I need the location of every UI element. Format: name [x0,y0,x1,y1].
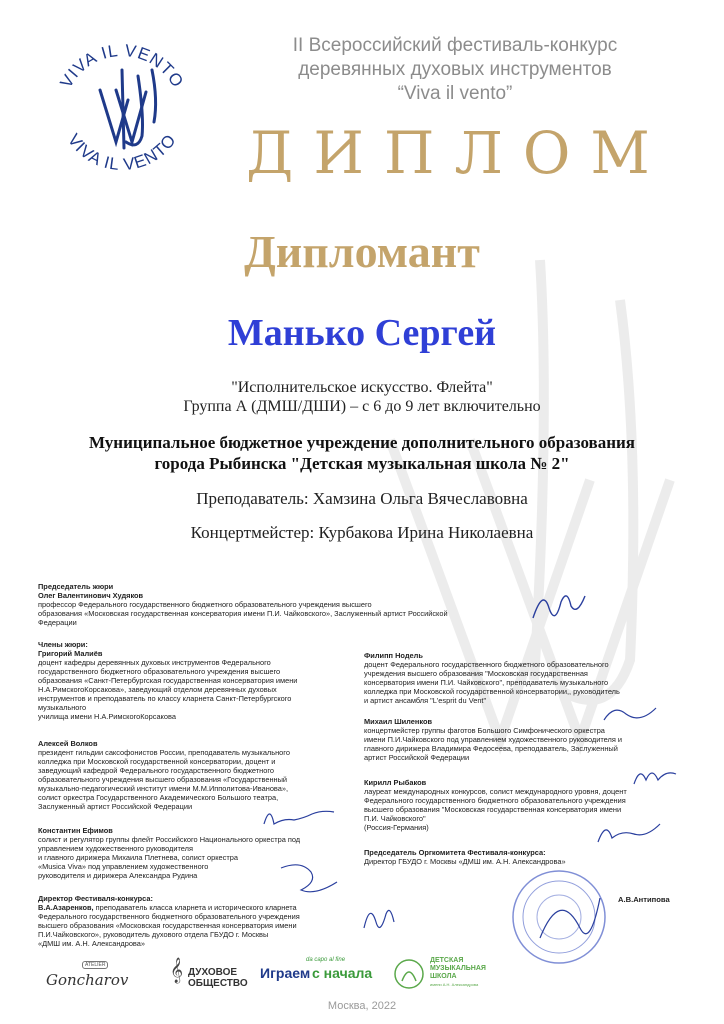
jury-member-desc: и артист ансамбля "L'esprit du Vent" [364,696,487,705]
nomination-block [0,378,724,416]
play-from-start-accent: с начала [312,965,373,981]
jury-member-desc: музыкально-педагогический институт имени М.М.Ипполитова-Иванова», [38,784,289,793]
official-stamp [510,868,608,966]
jury-chair-name: Олег Валентинович Худяков [38,591,144,600]
teacher: Преподаватель: Хамзина Ольга Вячеславовна [196,489,528,508]
director-name: В.А.Азаренков, [38,903,94,912]
jury-member-desc: образовательного учреждения высшего образования «Государственный [38,775,288,784]
participant-name: Манько Сергей [227,312,497,354]
jury-member-name: Григорий Малиёв [38,649,103,658]
brass-society-line-2: ОБЩЕСТВО [188,978,248,989]
signature-efimov [275,858,345,898]
festival-line-2: деревянных духовых инструментов [298,59,612,80]
signature-volkov [260,800,340,830]
sponsor-goncharov-name: Goncharov [46,971,129,989]
jury-member-name: Кирилл Рыбаков [364,778,427,787]
director-desc: преподаватель класса кларнета и исторического кларнета [93,903,297,912]
signature-chair [528,588,588,628]
jury-member-desc: «Musica Viva» под управлением художественного [38,862,209,871]
director-desc: высшего образования «Московская государственная консерватория имени [38,921,297,930]
director-desc: П.И.Чайковского», руководитель духового отдела ГБУДО г. Москвы [38,930,269,939]
jury-member-name: Филипп Нодель [364,651,423,660]
jury-member-name: Михаил Шиленков [364,717,433,726]
director-desc: Федерального государственного бюджетного образовательного учреждения [38,912,300,921]
music-school-line-4: имени А.Н. Александрова [430,982,479,987]
festival-line-1: II Всероссийский фестиваль-конкурс [292,35,618,56]
jury-member-desc: доцент Федерального государственного бюджетного образовательного [364,660,609,669]
city-year: Москва, 2022 [327,1000,397,1012]
nomination: "Исполнительское искусство. Флейта" [231,379,493,396]
institution [0,432,724,474]
sponsor-logos [0,955,724,995]
diploma-title: ДИПЛОМ [246,119,670,187]
organizing-committee [364,848,694,866]
music-school-line-1: ДЕТСКАЯ [430,957,464,964]
signature-rybakov [594,816,664,848]
sponsor-goncharov-badge: ATELIER [82,961,108,969]
jury-member-name: Константин Ефимов [38,826,113,835]
jury-member-name: Алексей Волков [38,739,98,748]
music-school-line-3: ШКОЛА [430,973,457,980]
age-group: Группа А (ДМШ/ДШИ) – с 6 до 9 лет включительно [183,398,541,415]
festival-title [230,34,680,106]
director-desc: «ДМШ им. А.Н. Александрова» [38,939,145,948]
festival-director [38,894,368,948]
jury-chair-block [38,582,498,627]
music-school-emblem-icon [392,957,426,991]
org-desc: Директор ГБУДО г. Москвы «ДМШ им. А.Н. Александрова» [364,857,566,866]
jury-member-desc: солист и регулятор группы флейт Российского Национального оркестра под [38,835,301,844]
jury-chair-role: Председатель жюри [38,582,114,591]
jury-member-desc: образования «Санкт-Петербургская государственная консерватория имени [38,676,298,685]
signature-shilenkov [600,700,660,728]
jury-member-desc: заведующий кафедрой Федерального государственного бюджетного [38,766,275,775]
jury-member-desc: и главного дирижера Михаила Плетнева, солист оркестра [38,853,238,862]
institution-line-2: города Рыбинска "Детская музыкальная школа № 2" [154,454,570,473]
jury-chair-desc-3: Федерации [38,618,77,627]
svg-text:VIVA IL VENTO [64,130,180,174]
jury-member-desc: государственного бюджетного образовательного учреждения высшего [38,667,281,676]
jury-member-desc: управлением художественного руководителя [38,844,193,853]
jury-member-desc: Заслуженный артист Российской Федерации [38,802,193,811]
jury-member-desc: имени П.И.Чайковского под управлением художественного руководителя и [364,735,623,744]
festival-line-3: “Viva il vento” [397,83,513,104]
jury-member-desc: музыкального [38,703,87,712]
jury-member-desc: лауреат международных конкурсов, солист международного уровня, доцент [364,787,627,796]
jury-member-desc: (Россия-Германия) [364,823,429,832]
jury-member-desc: президент гильдии саксофонистов России, преподаватель музыкального [38,748,290,757]
signature-director [358,898,398,934]
director-role: Директор Фестиваля-конкурса: [38,894,153,903]
jury-member-desc: артист Российской Федерации [364,753,470,762]
jury-member-4 [364,651,694,705]
jury-member-desc: училища имени Н.А.РимскогоКорсакова [38,712,176,721]
music-school-line-2: МУЗЫКАЛЬНАЯ [430,965,486,972]
treble-clef-icon: 𝄞 [170,957,184,982]
music-school-text [430,957,486,989]
org-role: Председатель Оргкомитета Фестиваля-конкурса: [364,848,546,857]
jury-member-desc: доцент кафедры деревянных духовых инструментов Федерального [38,658,271,667]
jury-member-desc: консерватория имени П.И. Чайковского", преподаватель музыкального [364,678,609,687]
jury-member-desc: инструментов и преподаватель по классу кларнета Санкт-Петербургского [38,694,292,703]
jury-member-1 [38,640,358,721]
logo-text-top: VIVA IL VENTO [56,40,188,92]
accompanist: Концертмейстер: Курбакова Ирина Николаевна [190,523,534,542]
institution-line-1: Муниципальное бюджетное учреждение дополнительного образования [88,433,635,452]
jury-member-desc: колледжа при Московской государственной консерватории,, руководитель [364,687,620,696]
org-signer: А.В.Антипова [618,895,670,904]
jury-member-desc: солист оркестра Государственного Академического Большого театра, [38,793,279,802]
jury-member-desc: высшего образования "Московская государственная консерватория имени [364,805,622,814]
signature-nodel [630,762,680,790]
jury-member-desc: руководителя и дирижера Александра Рудина [38,871,198,880]
jury-members-role: Члены жюри: [38,640,88,649]
jury-member-desc: колледжа при Московской государственной консерватории, доцент и [38,757,276,766]
jury-member-desc: Н.А.РимскогоКорсакова», заведующий отделом деревянных духовых [38,685,277,694]
jury-chair-desc-2: образования «Московская государственная консерватория имени П.И. Чайковского», Заслуженный артист Российской [38,609,448,618]
jury-member-desc: Федерального государственного бюджетного образовательного учреждения [364,796,626,805]
jury-member-desc: П.И. Чайковского" [364,814,426,823]
brass-society-text [188,967,248,989]
jury-member-desc: учреждения высшего образования "Московская государственная [364,669,588,678]
jury-chair-desc-1: профессор Федерального государственного бюджетного образовательного учреждения высшего [38,600,372,609]
brass-society-line-1: ДУХОВОЕ [188,967,238,978]
award-rank: Дипломант [244,226,480,277]
logo-text-bottom: VIVA IL VENTO [63,130,181,175]
play-from-start-main: Играем [260,965,311,981]
jury-member-desc: концертмейстер группы фаготов Большого Симфонического оркестра [364,726,605,735]
festival-logo [42,30,202,190]
play-from-start-small: da capo al fine [306,957,346,963]
jury-member-desc: главного дирижера Владимира Федосеева, преподаватель, Заслуженный [364,744,618,753]
